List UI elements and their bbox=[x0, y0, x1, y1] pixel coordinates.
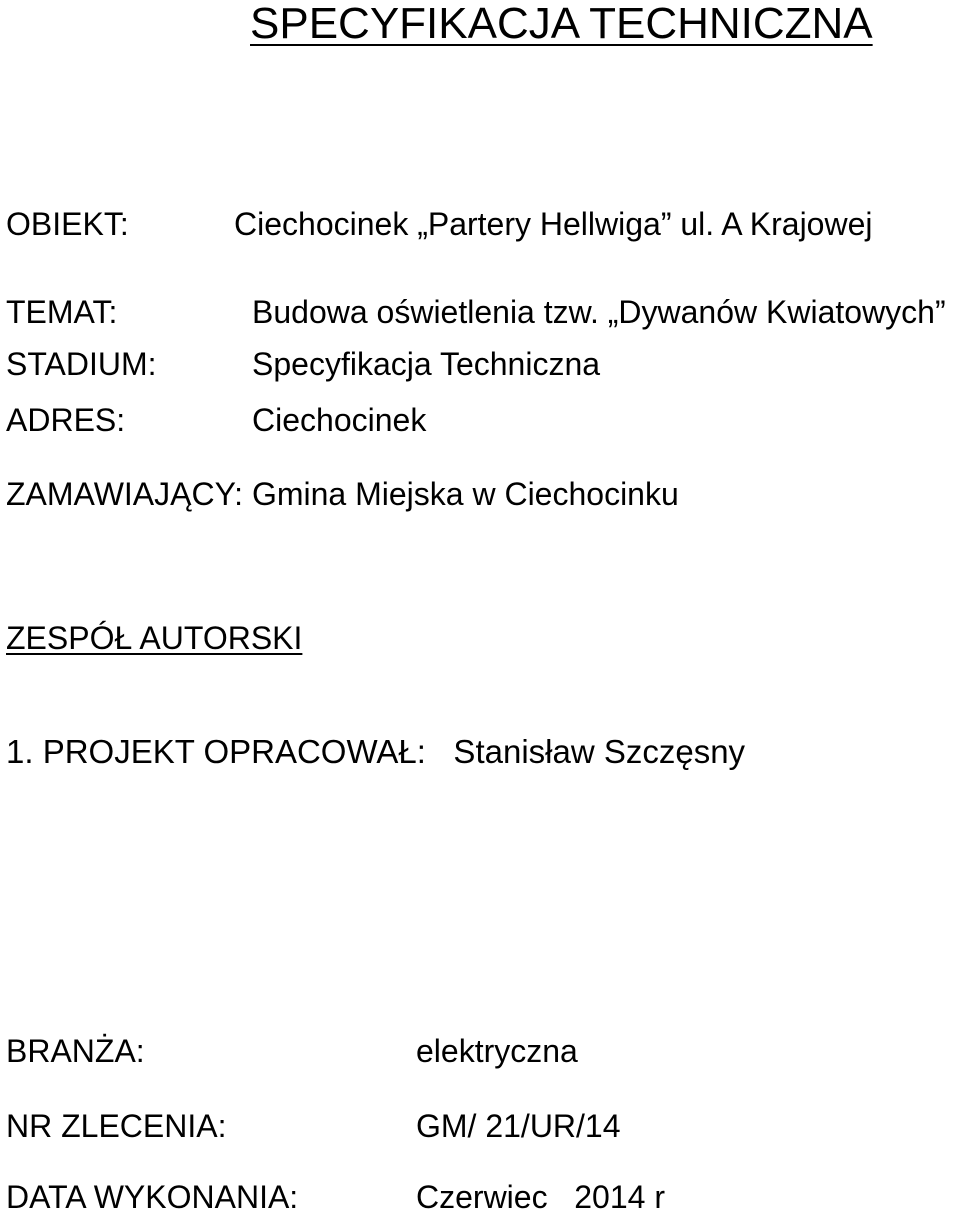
temat-label: TEMAT: bbox=[6, 294, 118, 330]
document-title: SPECYFIKACJA TECHNICZNA bbox=[250, 0, 873, 48]
stadium-value: Specyfikacja Techniczna bbox=[252, 346, 601, 382]
data-label: DATA WYKONANIA: bbox=[6, 1179, 299, 1215]
adres-label: ADRES: bbox=[6, 402, 126, 438]
obiekt-value: Ciechocinek „Partery Hellwiga” ul. A Krajowej bbox=[234, 206, 873, 242]
temat-value: Budowa oświetlenia tzw. „Dywanów Kwiatowych” bbox=[252, 294, 946, 330]
zamawiajacy-line: ZAMAWIAJĄCY: Gmina Miejska w Ciechocinku bbox=[6, 476, 679, 512]
team-heading: ZESPÓŁ AUTORSKI bbox=[6, 620, 303, 656]
branza-value: elektryczna bbox=[416, 1033, 578, 1069]
zlecenie-label: NR ZLECENIA: bbox=[6, 1108, 227, 1144]
stadium-label: STADIUM: bbox=[6, 346, 157, 382]
zlecenie-value: GM/ 21/UR/14 bbox=[416, 1108, 621, 1144]
author-line: 1. PROJEKT OPRACOWAŁ: Stanisław Szczęsny bbox=[6, 733, 746, 770]
data-value: Czerwiec 2014 r bbox=[416, 1179, 665, 1215]
obiekt-label: OBIEKT: bbox=[6, 206, 129, 242]
adres-value: Ciechocinek bbox=[252, 402, 427, 438]
branza-label: BRANŻA: bbox=[6, 1033, 145, 1069]
